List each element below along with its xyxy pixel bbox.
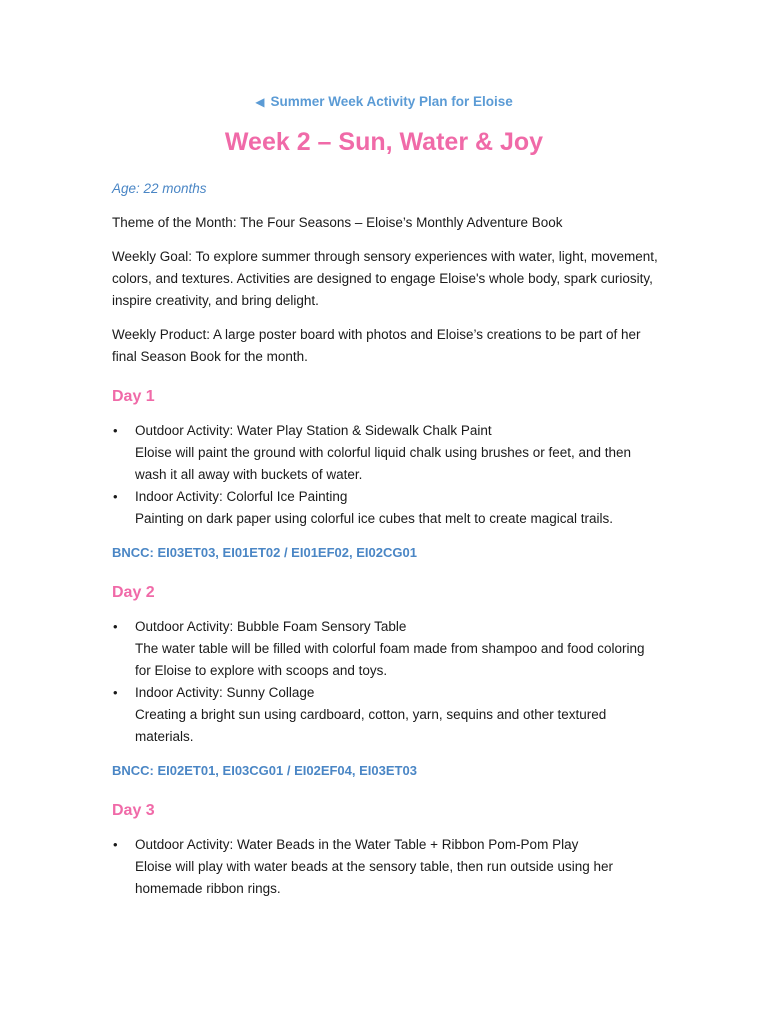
activity-title: Outdoor Activity: Water Beads in the Water Table + Ribbon Pom-Pom Play xyxy=(135,837,579,852)
activity-description: Painting on dark paper using colorful ice cubes that melt to create magical trails. xyxy=(135,511,613,526)
bncc-codes: BNCC: EI03ET03, EI01ET02 / EI01EF02, EI02CG01 xyxy=(112,545,417,560)
day-heading: Day 3 xyxy=(112,802,155,819)
activity-list xyxy=(112,420,662,530)
day-section xyxy=(112,800,662,900)
day-heading: Day 2 xyxy=(112,584,155,601)
activity-description: The water table will be filled with colorful foam made from shampoo and food coloring for Eloise to explore with scoops and toys. xyxy=(135,641,645,678)
activity-description: Creating a bright sun using cardboard, cotton, yarn, sequins and other textured materials. xyxy=(135,707,607,744)
bncc-codes: BNCC: EI02ET01, EI03CG01 / EI02EF04, EI03ET03 xyxy=(112,763,417,778)
document-body xyxy=(112,178,662,900)
activity-item xyxy=(112,486,662,530)
day-heading: Day 1 xyxy=(112,388,155,405)
age-line: Age: 22 months xyxy=(112,181,207,196)
activity-title: Outdoor Activity: Bubble Foam Sensory Table xyxy=(135,619,407,634)
bullet-icon: • xyxy=(113,423,118,438)
activity-description: Eloise will play with water beads at the sensory table, then run outside using her homemade ribbon rings. xyxy=(135,859,614,896)
activity-title: Indoor Activity: Sunny Collage xyxy=(135,685,315,700)
bullet-icon: • xyxy=(113,619,118,634)
activity-title: Indoor Activity: Colorful Ice Painting xyxy=(135,489,348,504)
activity-list xyxy=(112,834,662,900)
activity-item xyxy=(112,616,662,682)
goal-paragraph: Weekly Goal: To explore summer through sensory experiences with water, light, movement, colors, and textures. Activities are designed to engage Eloise's whole body, spark curiosity, inspire creativity, and bring delight. xyxy=(112,249,658,308)
theme-paragraph: Theme of the Month: The Four Seasons – Eloise’s Monthly Adventure Book xyxy=(112,215,563,230)
activity-list xyxy=(112,616,662,748)
activity-description: Eloise will paint the ground with colorful liquid chalk using brushes or feet, and then wash it all away with buckets of water. xyxy=(135,445,632,482)
day-section xyxy=(112,582,662,782)
bullet-icon: • xyxy=(113,489,118,504)
triangle-left-icon: ◀ xyxy=(255,95,265,109)
bullet-icon: • xyxy=(113,685,118,700)
activity-title: Outdoor Activity: Water Play Station & Sidewalk Chalk Paint xyxy=(135,423,492,438)
bullet-icon: • xyxy=(113,837,118,852)
activity-item xyxy=(112,834,662,900)
back-link[interactable] xyxy=(0,94,768,109)
page-title: Week 2 – Sun, Water & Joy xyxy=(224,128,544,156)
product-paragraph: Weekly Product: A large poster board with photos and Eloise’s creations to be part of her final Season Book for the month. xyxy=(112,327,641,364)
activity-item xyxy=(112,682,662,748)
activity-item xyxy=(112,420,662,486)
day-section xyxy=(112,386,662,564)
back-link-label: Summer Week Activity Plan for Eloise xyxy=(270,94,513,109)
